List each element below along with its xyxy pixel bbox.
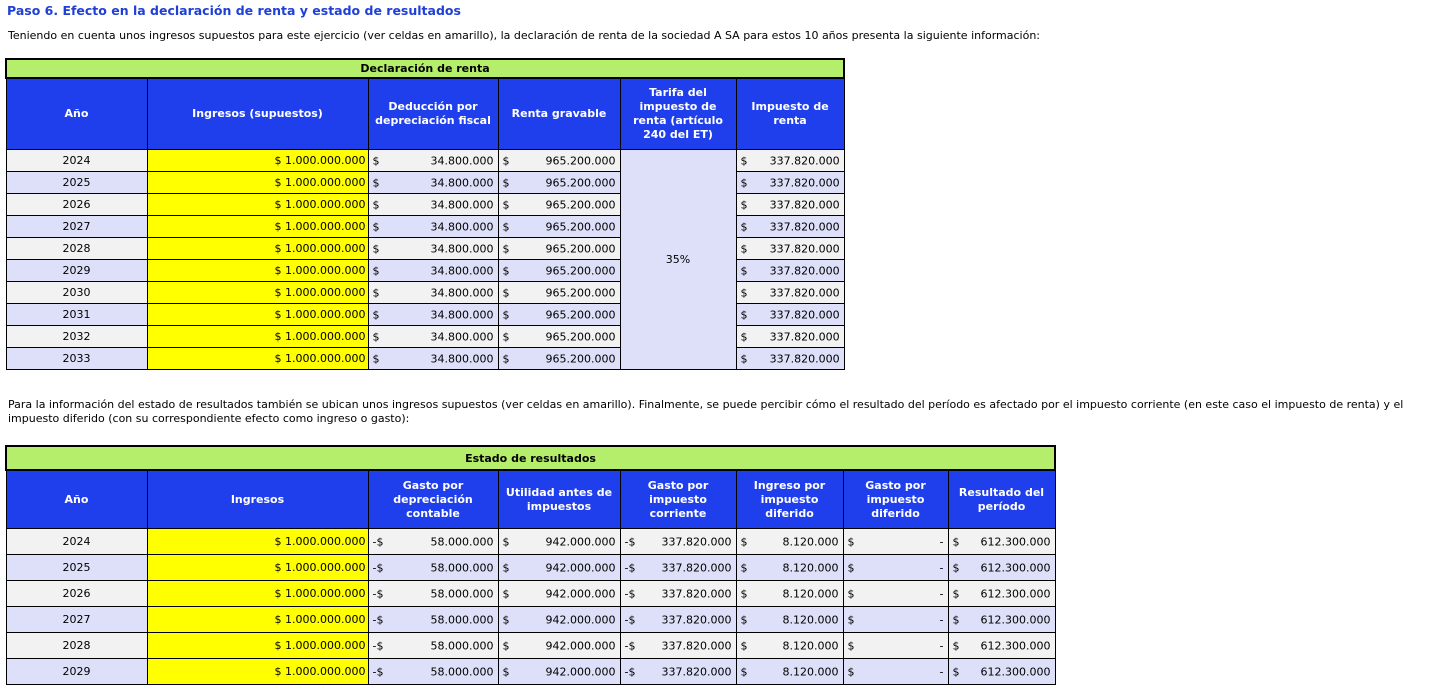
year-cell[interactable]: 2026 — [6, 581, 147, 607]
cell-value: 612.300.000 — [980, 639, 1051, 652]
currency-symbol: $ — [847, 561, 855, 574]
currency-symbol: $ — [740, 352, 748, 365]
currency-symbol: -$ — [372, 535, 384, 548]
cell-value: 942.000.000 — [545, 613, 616, 626]
currency-symbol: -$ — [624, 561, 636, 574]
currency-symbol: -$ — [624, 613, 636, 626]
currency-symbol: $ — [502, 613, 510, 626]
currency-symbol: $ — [847, 665, 855, 678]
currency-symbol: $ — [372, 242, 380, 255]
currency-symbol: $ — [847, 613, 855, 626]
impuesto-renta-cell[interactable] — [736, 348, 844, 370]
currency-symbol: $ — [740, 587, 748, 600]
ingresos-input-cell[interactable]: $ 1.000.000.000 — [147, 282, 368, 304]
tarifa-cell[interactable]: 35% — [620, 150, 736, 370]
currency-symbol: $ — [372, 154, 380, 167]
year-cell[interactable]: 2033 — [6, 348, 147, 370]
deduccion-cell[interactable] — [368, 348, 498, 370]
renta-gravable-cell[interactable] — [498, 216, 620, 238]
resultado-cell[interactable] — [948, 607, 1055, 633]
currency-symbol: $ — [740, 154, 748, 167]
ingresos-input-cell[interactable]: $ 1.000.000.000 — [147, 260, 368, 282]
currency-symbol: $ — [502, 198, 510, 211]
cell-value: 965.200.000 — [545, 176, 616, 189]
year-cell[interactable]: 2028 — [6, 238, 147, 260]
gasto-depreciacion-cell[interactable] — [368, 633, 498, 659]
renta-gravable-cell[interactable] — [498, 326, 620, 348]
currency-symbol: $ — [740, 308, 748, 321]
impuesto-renta-cell[interactable] — [736, 304, 844, 326]
currency-symbol: $ — [372, 198, 380, 211]
impuesto-renta-cell[interactable] — [736, 282, 844, 304]
gasto-depreciacion-cell[interactable] — [368, 581, 498, 607]
cell-value: 58.000.000 — [430, 561, 494, 574]
year-cell[interactable]: 2032 — [6, 326, 147, 348]
currency-symbol: $ — [502, 639, 510, 652]
currency-symbol: $ — [952, 665, 960, 678]
currency-symbol: $ — [502, 330, 510, 343]
gasto-corriente-cell[interactable] — [620, 555, 736, 581]
renta-header-deduccion[interactable]: Deducción por depreciación fiscal — [368, 78, 498, 150]
deduccion-cell[interactable] — [368, 238, 498, 260]
gasto-depreciacion-cell[interactable] — [368, 659, 498, 685]
deduccion-cell[interactable] — [368, 150, 498, 172]
cell-value: 965.200.000 — [545, 264, 616, 277]
resultados-caption: Estado de resultados — [6, 446, 1055, 470]
gasto-diferido-cell[interactable] — [843, 581, 948, 607]
currency-symbol: $ — [952, 587, 960, 600]
renta-gravable-cell[interactable] — [498, 194, 620, 216]
year-cell[interactable]: 2029 — [6, 260, 147, 282]
renta-caption: Declaración de renta — [6, 59, 844, 78]
ingresos-input-cell[interactable]: $ 1.000.000.000 — [147, 304, 368, 326]
impuesto-renta-cell[interactable] — [736, 172, 844, 194]
cell-value: 942.000.000 — [545, 665, 616, 678]
cell-value: 34.800.000 — [430, 308, 494, 321]
impuesto-renta-cell[interactable] — [736, 216, 844, 238]
currency-symbol: $ — [372, 352, 380, 365]
cell-value: 58.000.000 — [430, 639, 494, 652]
year-cell[interactable]: 2027 — [6, 607, 147, 633]
resultado-cell[interactable] — [948, 529, 1055, 555]
currency-symbol: $ — [372, 286, 380, 299]
table-row — [6, 529, 1055, 555]
cell-value: - — [939, 613, 944, 626]
resultados-table — [5, 445, 1056, 685]
currency-symbol: $ — [952, 535, 960, 548]
currency-symbol: -$ — [372, 561, 384, 574]
currency-symbol: $ — [502, 587, 510, 600]
currency-symbol: $ — [502, 176, 510, 189]
utilidad-cell[interactable] — [498, 633, 620, 659]
cell-value: 337.820.000 — [661, 639, 732, 652]
cell-value: 34.800.000 — [430, 286, 494, 299]
ingreso-diferido-cell[interactable] — [736, 555, 843, 581]
currency-symbol: -$ — [624, 639, 636, 652]
cell-value: 942.000.000 — [545, 587, 616, 600]
renta-table — [5, 58, 845, 370]
cell-value: 965.200.000 — [545, 308, 616, 321]
utilidad-cell[interactable] — [498, 529, 620, 555]
ingresos-input-cell[interactable]: $ 1.000.000.000 — [147, 607, 368, 633]
currency-symbol: $ — [502, 561, 510, 574]
cell-value: 34.800.000 — [430, 242, 494, 255]
year-cell[interactable]: 2024 — [6, 150, 147, 172]
renta-header-ingresos[interactable]: Ingresos (supuestos) — [147, 78, 368, 150]
table-row — [6, 607, 1055, 633]
cell-value: 34.800.000 — [430, 198, 494, 211]
ingreso-diferido-cell[interactable] — [736, 581, 843, 607]
intro-text: Teniendo en cuenta unos ingresos supuestos para este ejercicio (ver celdas en amarillo), la declaración de renta de la sociedad A SA para estos 10 años presenta la siguiente información: — [8, 29, 1041, 42]
year-cell[interactable]: 2027 — [6, 216, 147, 238]
currency-symbol: $ — [952, 561, 960, 574]
table-row — [6, 150, 844, 172]
deduccion-cell[interactable] — [368, 282, 498, 304]
currency-symbol: $ — [740, 176, 748, 189]
currency-symbol: $ — [740, 198, 748, 211]
currency-symbol: $ — [952, 613, 960, 626]
renta-gravable-cell[interactable] — [498, 172, 620, 194]
currency-symbol: $ — [372, 220, 380, 233]
resultados-header-gasto-corr[interactable]: Gasto por impuesto corriente — [620, 470, 736, 529]
currency-symbol: $ — [740, 242, 748, 255]
cell-value: 8.120.000 — [782, 587, 839, 600]
currency-symbol: $ — [372, 264, 380, 277]
cell-value: - — [939, 561, 944, 574]
deduccion-cell[interactable] — [368, 216, 498, 238]
cell-value: - — [939, 639, 944, 652]
cell-value: 34.800.000 — [430, 220, 494, 233]
cell-value: 337.820.000 — [661, 561, 732, 574]
currency-symbol: $ — [740, 220, 748, 233]
currency-symbol: $ — [502, 535, 510, 548]
currency-symbol: $ — [502, 352, 510, 365]
gasto-diferido-cell[interactable] — [843, 633, 948, 659]
ingresos-input-cell[interactable]: $ 1.000.000.000 — [147, 633, 368, 659]
table-row — [6, 659, 1055, 685]
cell-value: - — [939, 535, 944, 548]
cell-value: 58.000.000 — [430, 613, 494, 626]
ingresos-input-cell[interactable]: $ 1.000.000.000 — [147, 150, 368, 172]
ingresos-input-cell[interactable]: $ 1.000.000.000 — [147, 659, 368, 685]
gasto-depreciacion-cell[interactable] — [368, 607, 498, 633]
gasto-diferido-cell[interactable] — [843, 555, 948, 581]
cell-value: 612.300.000 — [980, 613, 1051, 626]
cell-value: 58.000.000 — [430, 665, 494, 678]
cell-value: 965.200.000 — [545, 220, 616, 233]
cell-value: 8.120.000 — [782, 613, 839, 626]
cell-value: 34.800.000 — [430, 154, 494, 167]
gasto-diferido-cell[interactable] — [843, 529, 948, 555]
cell-value: 337.820.000 — [769, 198, 840, 211]
gasto-diferido-cell[interactable] — [843, 659, 948, 685]
currency-symbol: $ — [502, 264, 510, 277]
ingresos-input-cell[interactable]: $ 1.000.000.000 — [147, 194, 368, 216]
currency-symbol: -$ — [372, 587, 384, 600]
cell-value: 942.000.000 — [545, 639, 616, 652]
year-cell[interactable]: 2030 — [6, 282, 147, 304]
currency-symbol: $ — [502, 242, 510, 255]
page-title: Paso 6. Efecto en la declaración de renta y estado de resultados — [7, 3, 461, 18]
cell-value: 337.820.000 — [661, 665, 732, 678]
year-cell[interactable]: 2024 — [6, 529, 147, 555]
cell-value: 965.200.000 — [545, 286, 616, 299]
ingreso-diferido-cell[interactable] — [736, 659, 843, 685]
currency-symbol: $ — [502, 665, 510, 678]
table-row — [6, 633, 1055, 659]
gasto-corriente-cell[interactable] — [620, 581, 736, 607]
utilidad-cell[interactable] — [498, 659, 620, 685]
year-cell[interactable]: 2025 — [6, 172, 147, 194]
cell-value: 34.800.000 — [430, 264, 494, 277]
resultados-header-resultado[interactable]: Resultado del período — [948, 470, 1055, 529]
year-cell[interactable]: 2026 — [6, 194, 147, 216]
renta-gravable-cell[interactable] — [498, 282, 620, 304]
impuesto-renta-cell[interactable] — [736, 194, 844, 216]
renta-gravable-cell[interactable] — [498, 304, 620, 326]
currency-symbol: $ — [740, 639, 748, 652]
gasto-corriente-cell[interactable] — [620, 659, 736, 685]
currency-symbol: $ — [740, 286, 748, 299]
gasto-depreciacion-cell[interactable] — [368, 529, 498, 555]
year-cell[interactable]: 2028 — [6, 633, 147, 659]
currency-symbol: $ — [847, 639, 855, 652]
cell-value: 337.820.000 — [769, 352, 840, 365]
cell-value: 337.820.000 — [769, 154, 840, 167]
gasto-corriente-cell[interactable] — [620, 633, 736, 659]
currency-symbol: -$ — [372, 613, 384, 626]
deduccion-cell[interactable] — [368, 194, 498, 216]
deduccion-cell[interactable] — [368, 172, 498, 194]
ingreso-diferido-cell[interactable] — [736, 633, 843, 659]
ingreso-diferido-cell[interactable] — [736, 607, 843, 633]
renta-header-impuesto[interactable]: Impuesto de renta — [736, 78, 844, 150]
cell-value: 337.820.000 — [661, 587, 732, 600]
cell-value: 965.200.000 — [545, 198, 616, 211]
ingresos-input-cell[interactable]: $ 1.000.000.000 — [147, 555, 368, 581]
deduccion-cell[interactable] — [368, 260, 498, 282]
deduccion-cell[interactable] — [368, 304, 498, 326]
ingresos-input-cell[interactable]: $ 1.000.000.000 — [147, 216, 368, 238]
currency-symbol: $ — [740, 330, 748, 343]
cell-value: 58.000.000 — [430, 587, 494, 600]
cell-value: 965.200.000 — [545, 330, 616, 343]
year-cell[interactable]: 2031 — [6, 304, 147, 326]
ingresos-input-cell[interactable]: $ 1.000.000.000 — [147, 326, 368, 348]
currency-symbol: $ — [952, 639, 960, 652]
renta-gravable-cell[interactable] — [498, 150, 620, 172]
resultado-cell[interactable] — [948, 581, 1055, 607]
utilidad-cell[interactable] — [498, 581, 620, 607]
renta-gravable-cell[interactable] — [498, 238, 620, 260]
currency-symbol: $ — [847, 535, 855, 548]
cell-value: 8.120.000 — [782, 561, 839, 574]
intro2-text: Para la información del estado de resultados también se ubican unos ingresos supuestos (ver celdas en amarillo). Finalmente, se puede percibir cómo el resultado del período es afectado por el impuesto corriente (en este caso el impuesto de renta) y el impuesto diferido (con su correspondiente efecto como ingreso o gasto): — [8, 398, 1404, 425]
cell-value: 337.820.000 — [769, 176, 840, 189]
cell-value: 34.800.000 — [430, 176, 494, 189]
currency-symbol: $ — [740, 665, 748, 678]
gasto-corriente-cell[interactable] — [620, 607, 736, 633]
renta-header-year[interactable]: Año — [6, 78, 147, 150]
cell-value: 34.800.000 — [430, 330, 494, 343]
cell-value: 337.820.000 — [769, 220, 840, 233]
utilidad-cell[interactable] — [498, 555, 620, 581]
cell-value: - — [939, 587, 944, 600]
currency-symbol: $ — [502, 286, 510, 299]
ingresos-input-cell[interactable]: $ 1.000.000.000 — [147, 172, 368, 194]
resultados-header-gasto-dif[interactable]: Gasto por impuesto diferido — [843, 470, 948, 529]
currency-symbol: $ — [372, 176, 380, 189]
renta-header-tarifa[interactable]: Tarifa del impuesto de renta (artículo 240 del ET) — [620, 78, 736, 150]
ingresos-input-cell[interactable]: $ 1.000.000.000 — [147, 238, 368, 260]
resultado-cell[interactable] — [948, 555, 1055, 581]
cell-value: 337.820.000 — [661, 613, 732, 626]
cell-value: 337.820.000 — [769, 330, 840, 343]
cell-value: 8.120.000 — [782, 535, 839, 548]
currency-symbol: $ — [502, 220, 510, 233]
resultados-header-ingresos[interactable]: Ingresos — [147, 470, 368, 529]
currency-symbol: -$ — [624, 535, 636, 548]
gasto-depreciacion-cell[interactable] — [368, 555, 498, 581]
utilidad-cell[interactable] — [498, 607, 620, 633]
cell-value: 965.200.000 — [545, 242, 616, 255]
table-row — [6, 555, 1055, 581]
impuesto-renta-cell[interactable] — [736, 260, 844, 282]
cell-value: 612.300.000 — [980, 587, 1051, 600]
year-cell[interactable]: 2025 — [6, 555, 147, 581]
renta-gravable-cell[interactable] — [498, 348, 620, 370]
currency-symbol: $ — [502, 308, 510, 321]
cell-value: 8.120.000 — [782, 639, 839, 652]
impuesto-renta-cell[interactable] — [736, 238, 844, 260]
cell-value: 337.820.000 — [769, 242, 840, 255]
cell-value: 965.200.000 — [545, 352, 616, 365]
currency-symbol: -$ — [624, 665, 636, 678]
renta-gravable-cell[interactable] — [498, 260, 620, 282]
cell-value: 58.000.000 — [430, 535, 494, 548]
impuesto-renta-cell[interactable] — [736, 150, 844, 172]
currency-symbol: $ — [372, 308, 380, 321]
gasto-corriente-cell[interactable] — [620, 529, 736, 555]
cell-value: 337.820.000 — [769, 308, 840, 321]
ingresos-input-cell[interactable]: $ 1.000.000.000 — [147, 348, 368, 370]
resultados-header-year[interactable]: Año — [6, 470, 147, 529]
cell-value: 612.300.000 — [980, 561, 1051, 574]
cell-value: 8.120.000 — [782, 665, 839, 678]
resultados-header-ingreso-dif[interactable]: Ingreso por impuesto diferido — [736, 470, 843, 529]
currency-symbol: $ — [740, 264, 748, 277]
currency-symbol: -$ — [624, 587, 636, 600]
impuesto-renta-cell[interactable] — [736, 326, 844, 348]
cell-value: 965.200.000 — [545, 154, 616, 167]
year-cell[interactable]: 2029 — [6, 659, 147, 685]
resultado-cell[interactable] — [948, 659, 1055, 685]
currency-symbol: $ — [740, 535, 748, 548]
cell-value: 34.800.000 — [430, 352, 494, 365]
resultados-header-utilidad[interactable]: Utilidad antes de impuestos — [498, 470, 620, 529]
cell-value: 337.820.000 — [769, 286, 840, 299]
renta-header-renta[interactable]: Renta gravable — [498, 78, 620, 150]
cell-value: 942.000.000 — [545, 561, 616, 574]
resultados-header-gasto-dep[interactable]: Gasto por depreciación contable — [368, 470, 498, 529]
currency-symbol: $ — [502, 154, 510, 167]
cell-value: - — [939, 665, 944, 678]
resultado-cell[interactable] — [948, 633, 1055, 659]
cell-value: 942.000.000 — [545, 535, 616, 548]
cell-value: 612.300.000 — [980, 535, 1051, 548]
ingreso-diferido-cell[interactable] — [736, 529, 843, 555]
deduccion-cell[interactable] — [368, 326, 498, 348]
ingresos-input-cell[interactable]: $ 1.000.000.000 — [147, 581, 368, 607]
currency-symbol: $ — [740, 561, 748, 574]
cell-value: 337.820.000 — [661, 535, 732, 548]
currency-symbol: $ — [740, 613, 748, 626]
table-row — [6, 581, 1055, 607]
currency-symbol: $ — [847, 587, 855, 600]
currency-symbol: -$ — [372, 639, 384, 652]
cell-value: 337.820.000 — [769, 264, 840, 277]
currency-symbol: $ — [372, 330, 380, 343]
gasto-diferido-cell[interactable] — [843, 607, 948, 633]
cell-value: 612.300.000 — [980, 665, 1051, 678]
ingresos-input-cell[interactable]: $ 1.000.000.000 — [147, 529, 368, 555]
currency-symbol: -$ — [372, 665, 384, 678]
